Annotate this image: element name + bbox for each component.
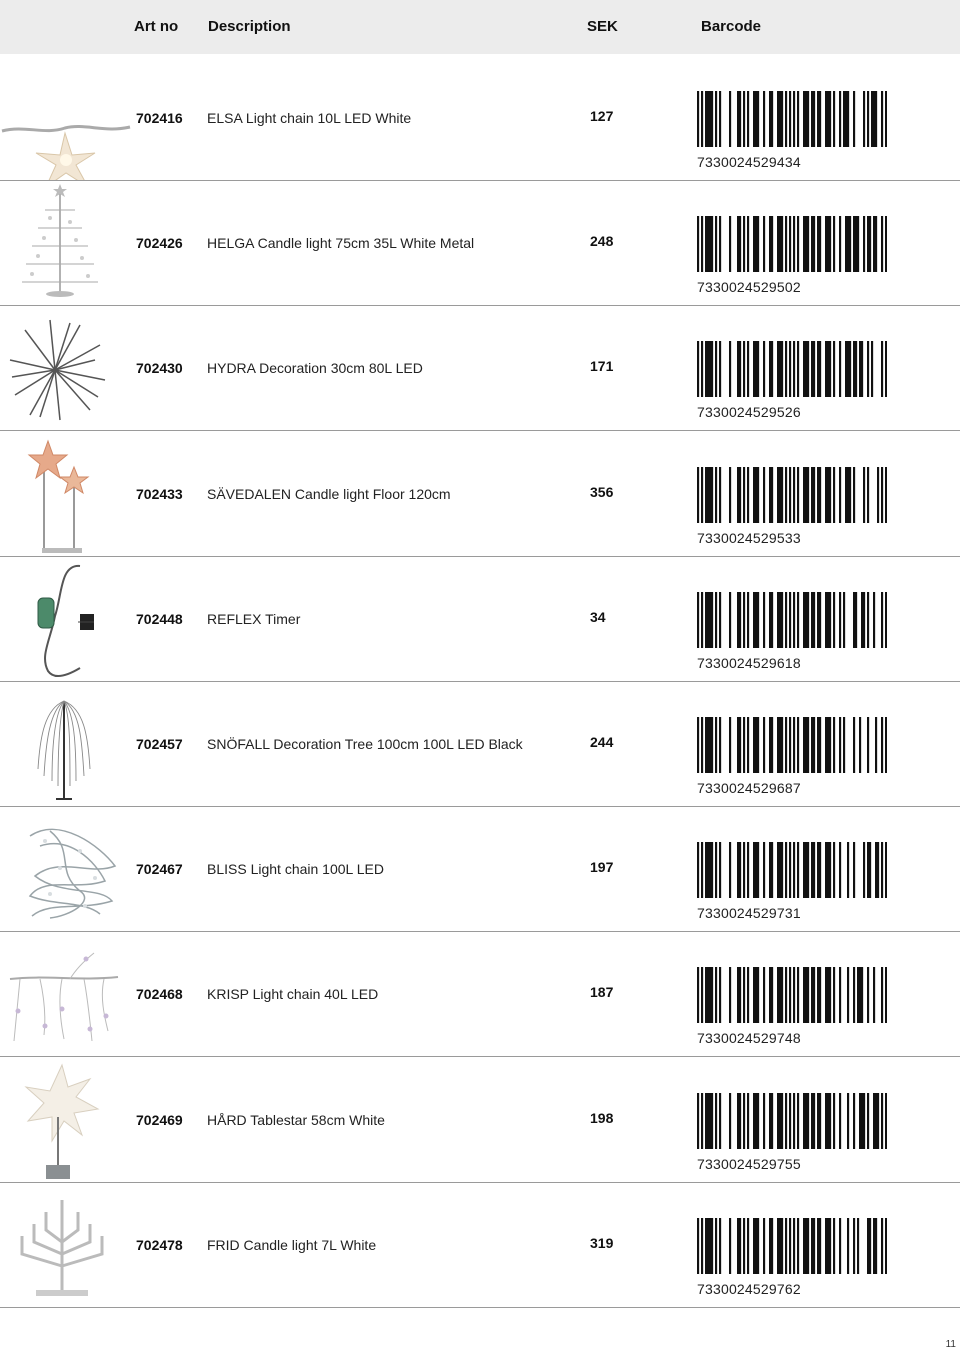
product-row bbox=[0, 806, 960, 932]
floor-stars-image bbox=[0, 431, 134, 556]
candle-bridge-image bbox=[0, 1182, 134, 1307]
barcode-image bbox=[697, 341, 887, 397]
barcode-number: 7330024529502 bbox=[697, 279, 801, 296]
barcode-image bbox=[697, 967, 887, 1023]
art-no: 702416 bbox=[136, 110, 183, 126]
barcode-image bbox=[697, 717, 887, 773]
header-description: Description bbox=[208, 18, 291, 35]
product-row bbox=[0, 681, 960, 807]
product-price: 319 bbox=[590, 1234, 614, 1251]
barcode-image bbox=[697, 1218, 887, 1274]
product-price: 127 bbox=[590, 108, 614, 124]
timer-cable-image bbox=[0, 556, 134, 681]
barcode-number: 7330024529731 bbox=[697, 905, 801, 922]
product-description: SÄVEDALEN Candle light Floor 120cm bbox=[207, 485, 451, 502]
barcode-image bbox=[697, 216, 887, 272]
product-row bbox=[0, 55, 960, 181]
product-description: HYDRA Decoration 30cm 80L LED bbox=[207, 360, 423, 377]
barcode-number: 7330024529762 bbox=[697, 1280, 801, 1297]
barcode-image bbox=[697, 91, 887, 147]
art-no: 702448 bbox=[136, 610, 183, 627]
product-description: BLISS Light chain 100L LED bbox=[207, 861, 384, 878]
product-price: 198 bbox=[590, 1109, 614, 1126]
cluster-light-chain-image bbox=[0, 931, 134, 1056]
product-price: 187 bbox=[590, 984, 614, 1001]
table-star-image bbox=[0, 1057, 134, 1182]
product-row bbox=[0, 1182, 960, 1308]
metal-christmas-tree-image bbox=[0, 180, 134, 305]
product-row bbox=[0, 180, 960, 306]
product-description: SNÖFALL Decoration Tree 100cm 100L LED Black bbox=[207, 736, 523, 752]
starburst-decoration-image bbox=[0, 305, 134, 430]
product-description: ELSA Light chain 10L LED White bbox=[207, 110, 412, 126]
art-no: 702433 bbox=[136, 485, 183, 502]
product-price: 244 bbox=[590, 734, 614, 750]
product-description: HÅRD Tablestar 58cm White bbox=[207, 1111, 385, 1128]
product-price: 356 bbox=[590, 483, 614, 500]
barcode-number: 7330024529618 bbox=[697, 654, 801, 671]
product-price: 34 bbox=[590, 608, 606, 625]
product-description: KRISP Light chain 40L LED bbox=[207, 986, 379, 1003]
coiled-light-chain-image bbox=[0, 806, 134, 931]
page-number: 11 bbox=[945, 1339, 956, 1350]
product-row bbox=[0, 431, 960, 557]
product-row bbox=[0, 931, 960, 1057]
paper-star-on-chain-image bbox=[0, 55, 134, 180]
product-price: 197 bbox=[590, 859, 614, 876]
willow-tree-image bbox=[0, 681, 134, 806]
barcode-number: 7330024529526 bbox=[697, 404, 801, 421]
product-description: FRID Candle light 7L White bbox=[207, 1236, 377, 1253]
art-no: 702468 bbox=[136, 986, 183, 1003]
art-no: 702430 bbox=[136, 360, 183, 377]
barcode-number: 7330024529748 bbox=[697, 1030, 801, 1047]
art-no: 702469 bbox=[136, 1111, 183, 1128]
barcode-number: 7330024529434 bbox=[697, 154, 801, 170]
barcode-number: 7330024529687 bbox=[697, 780, 801, 796]
header-art-no: Art no bbox=[134, 18, 179, 35]
table-header bbox=[0, 0, 960, 54]
product-row bbox=[0, 556, 960, 682]
barcode-image bbox=[697, 592, 887, 648]
barcode-image bbox=[697, 1093, 887, 1149]
art-no: 702457 bbox=[136, 736, 183, 752]
product-row bbox=[0, 1057, 960, 1183]
barcode-image bbox=[697, 467, 887, 523]
product-row bbox=[0, 305, 960, 431]
product-price: 171 bbox=[590, 358, 614, 375]
product-description: HELGA Candle light 75cm 35L White Metal bbox=[207, 235, 475, 252]
barcode-number: 7330024529533 bbox=[697, 529, 801, 546]
barcode-image bbox=[697, 842, 887, 898]
header-sek: SEK bbox=[587, 18, 618, 35]
product-description: REFLEX Timer bbox=[207, 610, 301, 627]
art-no: 702426 bbox=[136, 235, 183, 252]
barcode-number: 7330024529755 bbox=[697, 1155, 801, 1172]
art-no: 702467 bbox=[136, 861, 183, 878]
header-barcode: Barcode bbox=[701, 18, 762, 35]
art-no: 702478 bbox=[136, 1236, 183, 1253]
product-price: 248 bbox=[590, 233, 614, 250]
